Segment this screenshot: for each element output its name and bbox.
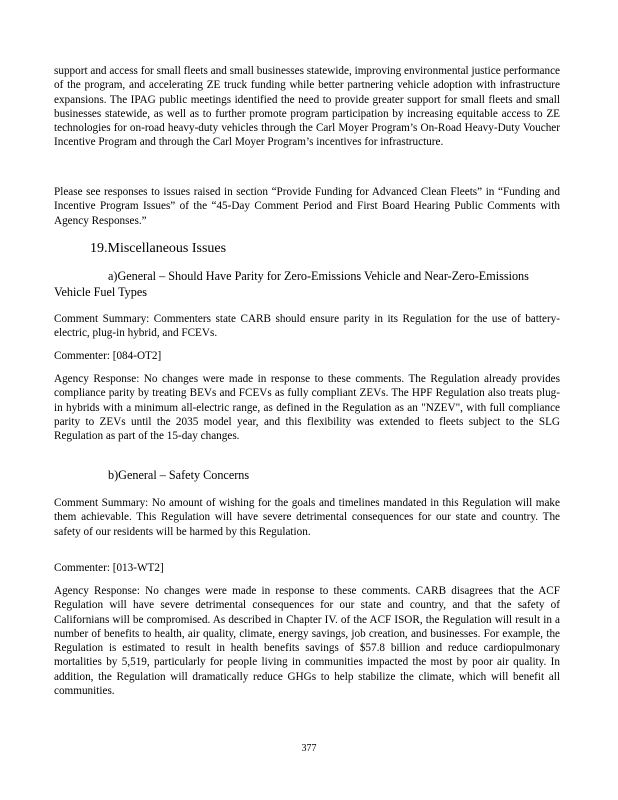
comment-summary-parity: Comment Summary: Commenters state CARB should ensure parity in its Regulation for the use of battery-electric, plug-in hybrid, and FCEVs. <box>54 313 560 340</box>
paragraph-see-responses: Please see responses to issues raised in section “Provide Funding for Advanced Clean Fleets” in “Funding and Incentive Program Issues” of the “45-Day Comment Period and First Board Hearing Public Comments with Agency Responses.” <box>54 186 560 227</box>
subheading-safety-text: b)General – Safety Concerns <box>108 468 250 482</box>
agency-response-parity: Agency Response: No changes were made in response to these comments. The Regulation already provides compliance parity by treating BEVs and FCEVs as fully compliant ZEVs. The HPF Regulation also treats plug-in hybrids with a minimum all-electric range, as defined in the Regulation as an "NZEV", with full compliance parity to ZEVs until the 2035 model year, and this flexibility was extended to fleets subject to the SLG Regulation as part of the 15-day changes. <box>54 373 560 443</box>
commenter-parity: Commenter: [084-OT2] <box>54 350 162 362</box>
subheading-safety <box>54 468 560 484</box>
subheading-parity <box>54 269 560 300</box>
comment-summary-safety: Comment Summary: No amount of wishing for the goals and timelines mandated in this Regulation will make them achievable. This Regulation will have severe detrimental consequences for our state and country. The safety of our residents will be harmed by this Regulation. <box>54 497 560 538</box>
page-number: 377 <box>301 743 317 754</box>
paragraph-incentives-continuation: support and access for small fleets and small businesses statewide, improving environmental justice performance of the program, and accelerating ZE truck funding while better partnering vehicle adoption with infrastructure expansions. The IPAG public meetings identified the need to provide greater support for small fleets and small businesses statewide, as well as to further promote program participation by increasing equitable access to ZE technologies for on-road heavy-duty vehicles through the Carl Moyer Program’s On-Road Heavy-Duty Voucher Incentive Program and through the Carl Moyer Program’s incentives for infrastructure. <box>54 65 560 149</box>
commenter-safety: Commenter: [013-WT2] <box>54 562 164 574</box>
subheading-parity-text: a)General – Should Have Parity for Zero-Emissions Vehicle and Near-Zero-Emissions Vehicle Fuel Types <box>54 269 529 299</box>
agency-response-safety: Agency Response: No changes were made in response to these comments. CARB disagrees that the ACF Regulation will have severe detrimental consequences for our state and country, and that the safety of Californians will be compromised. As described in Chapter IV. of the ACF ISOR, the Regulation will result in a number of benefits to health, air quality, climate, energy savings, job creation, and businesses. For example, the Regulation is estimated to result in health benefits savings of $57.8 billion and reduce cardiopulmonary mortalities by 5,519, particularly for people living in communities impacted the most by poor air quality. In addition, the Regulation will dramatically reduce GHGs to help stabilize the climate, which will benefit all communities. <box>54 585 560 698</box>
section-heading-miscellaneous: 19.Miscellaneous Issues <box>90 241 227 256</box>
